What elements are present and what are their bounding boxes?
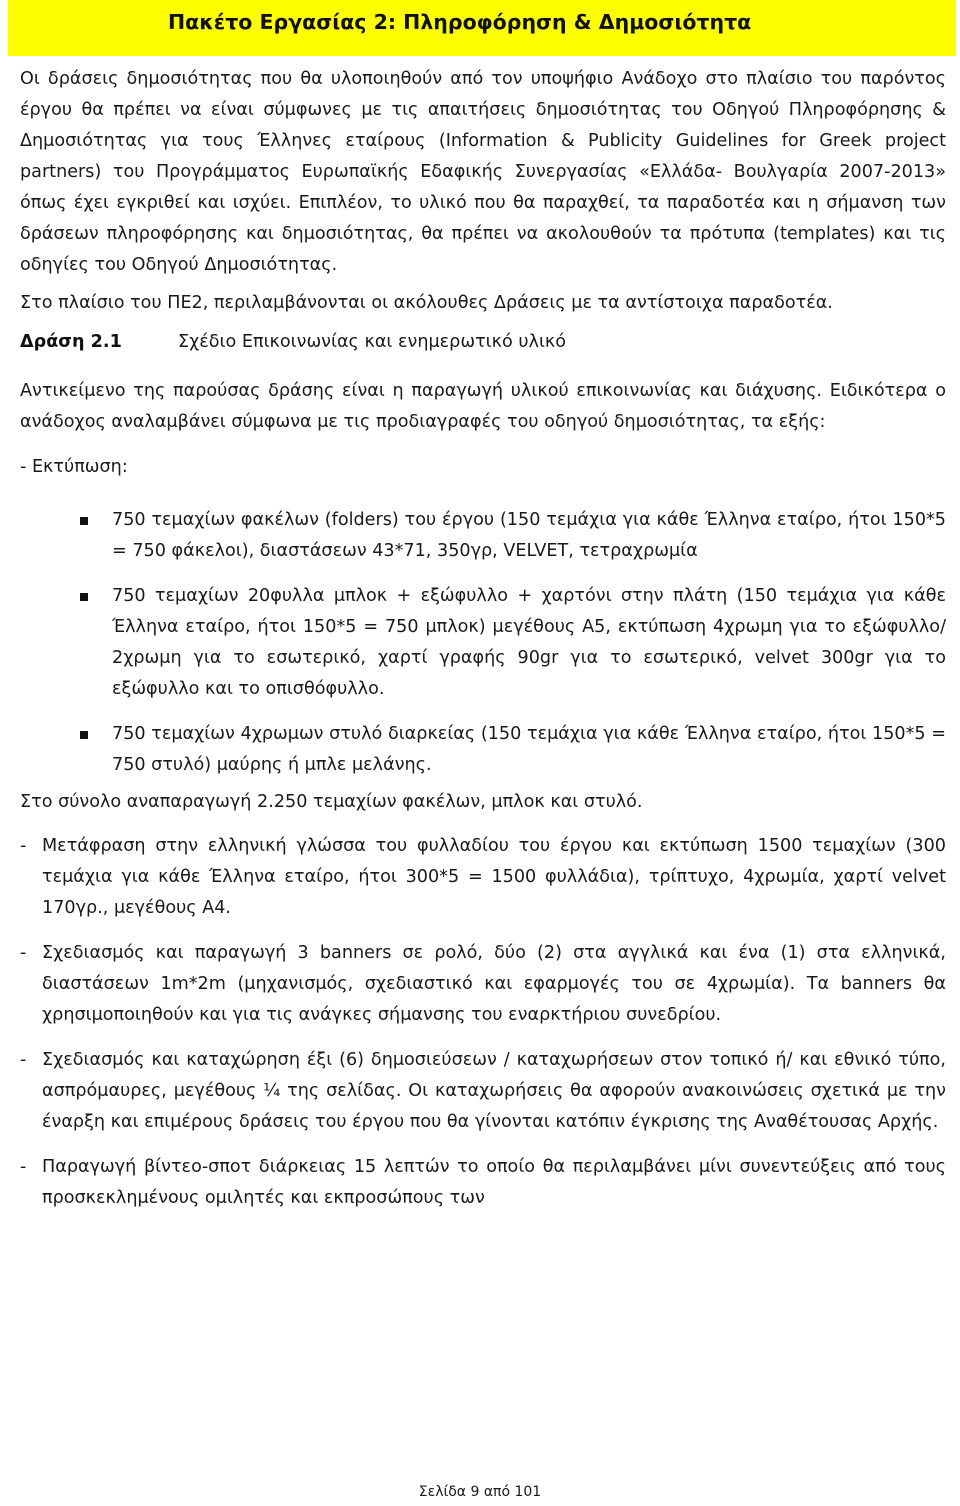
dash-marker: - <box>20 943 27 963</box>
square-bullet-icon <box>20 581 112 705</box>
square-bullet-icon <box>20 719 112 781</box>
print-item <box>20 581 946 705</box>
section-title: Πακέτο Εργασίας 2: Πληροφόρηση & Δημοσιότητα <box>168 10 752 34</box>
dash-item-text: Μετάφραση στην ελληνική γλώσσα του φυλλαδίου του έργου και εκτύπωση 1500 τεμαχίων (300 τεμάχια για κάθε Έλληνα εταίρο, ήτοι 300*5 = 1500 φυλλάδια), τρίπτυχο, 4χρωμία, χαρτί velvet 170γρ., μεγέθους Α4. <box>42 836 946 918</box>
action-label: Δράση 2.1 <box>20 332 122 352</box>
dash-item-text: Σχεδιασμός και παραγωγή 3 banners σε ρολό, δύο (2) στα αγγλικά και ένα (1) στα ελληνικά, διαστάσεων 1m*2m (μηχανισμός, σχεδιαστικό και εφαρμογές του σε 4χρωμία). Τα banners θα χρησιμοποιηθούν και για τις ανάγκες σήμανσης του εναρκτήριου συνεδρίου. <box>42 943 946 1025</box>
framework-paragraph: Στο πλαίσιο του ΠΕ2, περιλαμβάνονται οι ακόλουθες Δράσεις με τα αντίστοιχα παραδοτέα. <box>20 293 833 313</box>
dash-marker: - <box>20 1157 27 1177</box>
action-title: Σχέδιο Επικοινωνίας και ενημερωτικό υλικό <box>178 332 567 352</box>
square-bullet-icon <box>20 505 112 567</box>
action-heading <box>20 327 946 358</box>
dash-list-item <box>20 1045 946 1138</box>
summary-line: Στο σύνολο αναπαραγωγή 2.250 τεμαχίων φακέλων, μπλοκ και στυλό. <box>20 792 643 812</box>
document-body <box>20 64 946 1214</box>
print-item-text: 750 τεμαχίων 20φυλλα μπλοκ + εξώφυλλο + χαρτόνι στην πλάτη (150 τεμάχια για κάθε Έλληνα εταίρο, ήτοι 150*5 = 750 μπλοκ) μεγέθους Α5, εκτύπωση 4χρωμη για το εξώφυλλο/ 2χρωμη για το εσωτερικό, χαρτί γραφής 90gr για το εσωτερικό, velvet 300gr για το εξώφυλλο και το οπισθόφυλλο. <box>112 586 946 699</box>
dash-item-text: Παραγωγή βίντεο-σποτ διάρκειας 15 λεπτών το οποίο θα περιλαμβάνει μίνι συνεντεύξεις από τους προσκεκλημένους ομιλητές και εκπροσώπους των <box>42 1157 946 1208</box>
intro-paragraph: Οι δράσεις δημοσιότητας που θα υλοποιηθούν από τον υποψήφιο Ανάδοχο στο πλαίσιο του παρόντος έργου θα πρέπει να είναι σύμφωνες με τις απαιτήσεις δημοσιότητας του Οδηγού Πληροφόρησης & Δημοσιότητας για τους Έλληνες εταίρους (Information & Publicity Guidelines for Greek project partners) του Προγράμματος Ευρωπαϊκής Εδαφικής Συνεργασίας «Ελλάδα- Βουλγαρία 2007-2013» όπως έχει εγκριθεί και ισχύει. Επιπλέον, το υλικό που θα παραχθεί, τα παραδοτέα και η σήμανση των δράσεων πληροφόρησης και δημοσιότητας, θα πρέπει να ακολουθούν τα πρότυπα (templates) και τις οδηγίες του Οδηγού Δημοσιότητας. <box>20 69 946 275</box>
section-banner <box>8 0 956 56</box>
dash-list-item <box>20 1152 946 1214</box>
print-item <box>20 719 946 781</box>
print-item <box>20 505 946 567</box>
objective-paragraph: Αντικείμενο της παρούσας δράσης είναι η παραγωγή υλικού επικοινωνίας και διάχυσης. Ειδικότερα ο ανάδοχος αναλαμβάνει σύμφωνα με τις προδιαγραφές του οδηγού δημοσιότητας, τα εξής: <box>20 381 946 432</box>
dash-marker: - <box>20 836 27 856</box>
print-item-text: 750 τεμαχίων φακέλων (folders) του έργου (150 τεμάχια για κάθε Έλληνα εταίρο, ήτοι 150*5 = 750 φάκελοι), διαστάσεων 43*71, 350γρ, VELVET, τετραχρωμία <box>112 510 946 561</box>
page-number: Σελίδα 9 από 101 <box>418 1484 542 1500</box>
print-item-text: 750 τεμαχίων 4χρωμων στυλό διαρκείας (150 τεμάχια για κάθε Έλληνα εταίρο, ήτοι 150*5 = 750 στυλό) μαύρης ή μπλε μελάνης. <box>112 724 946 775</box>
dash-list-item <box>20 831 946 924</box>
print-heading: - Εκτύπωση: <box>20 457 128 477</box>
dash-item-text: Σχεδιασμός και καταχώρηση έξι (6) δημοσιεύσεων / καταχωρήσεων στον τοπικό ή/ και εθνικό τύπο, ασπρόμαυρες, μεγέθους ¼ της σελίδας. Οι καταχωρήσεις θα αφορούν ανακοινώσεις σχετικά με την έναρξη και επιμέρους δράσεις του έργου που θα γίνονται κατόπιν έγκρισης της Αναθέτουσας Αρχής. <box>42 1050 946 1132</box>
dash-marker: - <box>20 1050 27 1070</box>
dash-list-item <box>20 938 946 1031</box>
